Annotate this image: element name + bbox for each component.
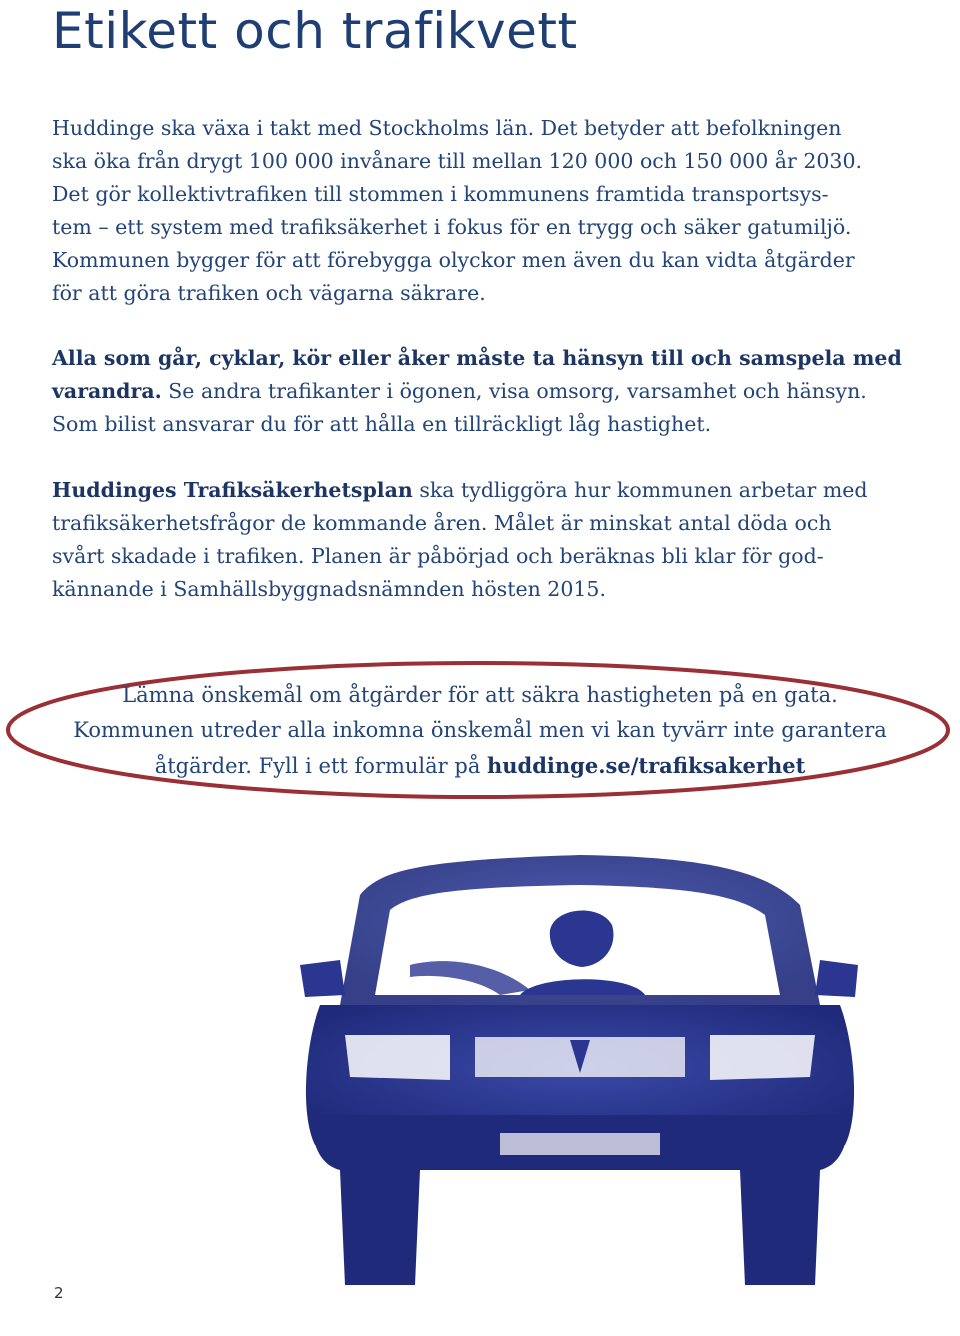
consideration-line — [52, 342, 922, 375]
page-title: Etikett och trafikvett — [52, 2, 578, 60]
plan-line: kännande i Samhällsbyggnadsnämnden hösten 2015. — [52, 577, 606, 601]
page-number: 2 — [54, 1284, 64, 1302]
consideration-bold: Alla som går, cyklar, kör eller åker måste ta hänsyn till och samspela med — [52, 346, 902, 370]
intro-line: Huddinge ska växa i takt med Stockholms län. Det betyder att befolkningen — [52, 116, 842, 140]
intro-line: Det gör kollektivtrafiken till stommen i kommunens framtida transportsys- — [52, 182, 829, 206]
callout-line: Lämna önskemål om åtgärder för att säkra hastigheten på en gata. — [122, 683, 838, 707]
intro-line: Kommunen bygger för att förebygga olyckor men även du kan vidta åtgärder — [52, 248, 855, 272]
consideration-bold: varandra. — [52, 379, 162, 403]
consideration-text: Se andra trafikanter i ögonen, visa omsorg, varsamhet och hänsyn. — [161, 379, 867, 403]
callout-text — [30, 678, 930, 784]
consideration-paragraph — [52, 342, 922, 441]
plan-line — [52, 474, 922, 507]
intro-line: tem – ett system med trafiksäkerhet i fokus för en trygg och säker gatumiljö. — [52, 215, 852, 239]
website-link[interactable]: huddinge.se/trafiksakerhet — [487, 753, 806, 778]
consideration-line: Som bilist ansvarar du för att hålla en tillräckligt låg hastighet. — [52, 412, 712, 436]
callout-line — [30, 748, 930, 784]
consideration-line — [52, 375, 922, 408]
intro-paragraph — [52, 112, 922, 310]
plan-paragraph — [52, 474, 922, 606]
plan-line: trafiksäkerhetsfrågor de kommande åren. Målet är minskat antal döda och — [52, 511, 832, 535]
plan-line: svårt skadade i trafiken. Planen är påbörjad och beräknas bli klar för god- — [52, 544, 824, 568]
intro-line: ska öka från drygt 100 000 invånare till mellan 120 000 och 150 000 år 2030. — [52, 149, 863, 173]
callout-line: Kommunen utreder alla inkomna önskemål men vi kan tyvärr inte garantera — [73, 718, 887, 742]
intro-line: för att göra trafiken och vägarna säkrare. — [52, 281, 486, 305]
car-watercolor-illustration — [300, 815, 860, 1315]
plan-title-bold: Huddinges Trafiksäkerhetsplan — [52, 478, 413, 502]
plan-text: ska tydliggöra hur kommunen arbetar med — [412, 478, 868, 502]
callout-text-prefix: åtgärder. Fyll i ett formulär på — [154, 754, 488, 778]
